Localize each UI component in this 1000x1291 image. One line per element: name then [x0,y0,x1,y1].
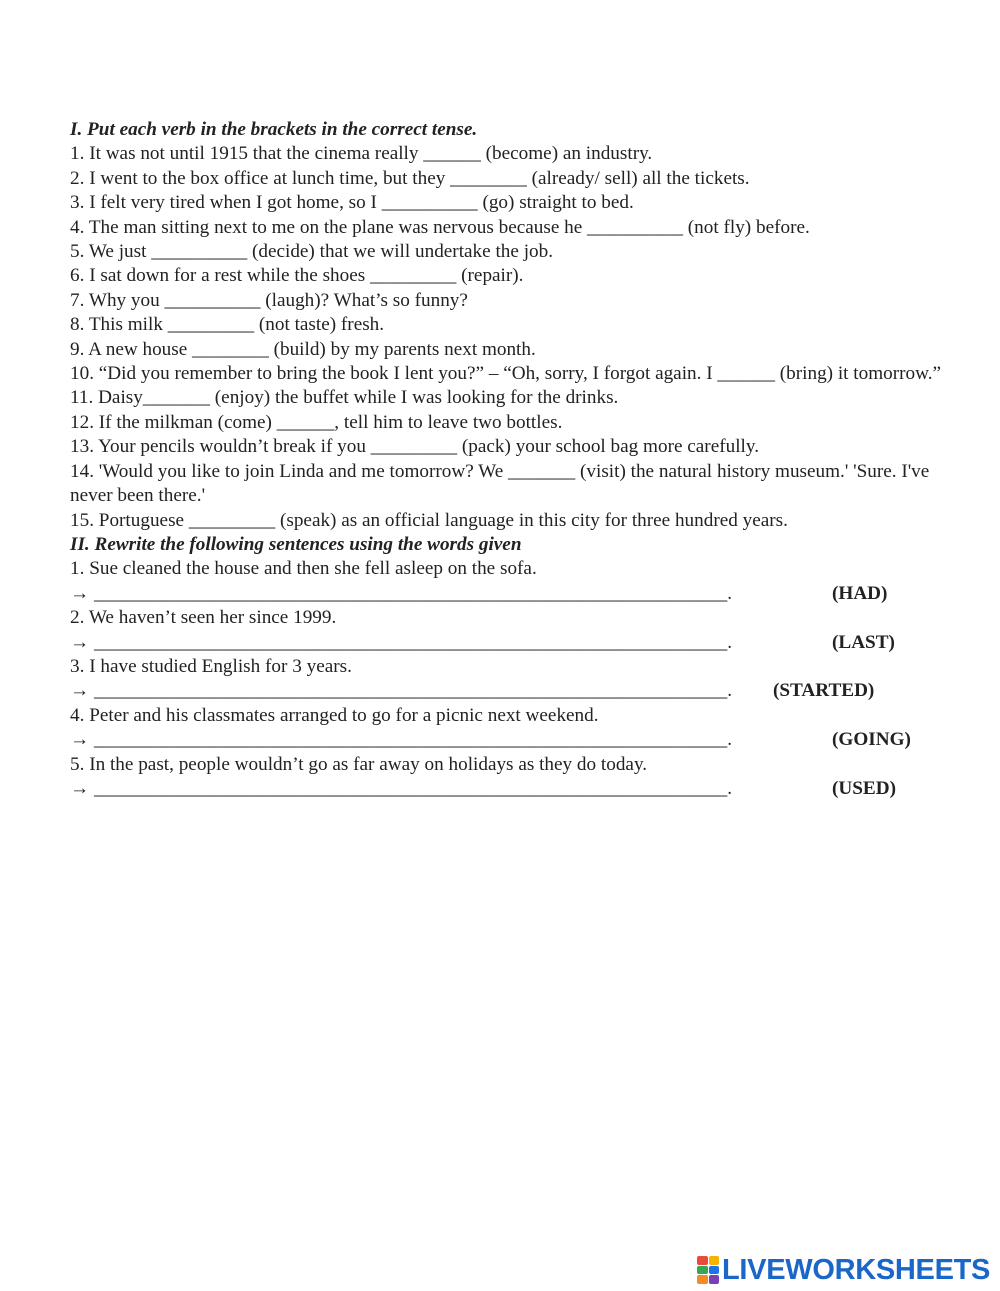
question-7: 7. Why you __________ (laugh)? What’s so funny? [70,289,468,311]
rewrite-answer-row-1 [70,582,950,606]
worksheet [70,118,950,801]
logo-tile [709,1275,720,1284]
rewrite-answer-row-3 [70,679,950,703]
keyword-had: (HAD) [832,582,888,604]
answer-blank[interactable]: __________________________________________________________________. [94,729,732,751]
answer-blank[interactable]: __________________________________________________________________. [94,582,732,604]
arrow-icon: → [70,729,90,751]
question-12: 12. If the milkman (come) ______, tell him to leave two bottles. [70,411,563,433]
arrow-icon: → [70,631,90,653]
question-14: 14. 'Would you like to join Linda and me tomorrow? We _______ (visit) the natural history museum.' 'Sure. I've never been there.' [70,460,930,507]
question-5: 5. We just __________ (decide) that we will undertake the job. [70,241,554,263]
section-2-title: II. Rewrite the following sentences using the words given [70,533,522,555]
keyword-last: (LAST) [832,631,895,653]
question-13: 13. Your pencils wouldn’t break if you _________ (pack) your school bag more carefully. [70,436,760,458]
logo-tile [697,1275,708,1284]
arrow-icon: → [70,680,90,702]
rewrite-sentence-1: 1. Sue cleaned the house and then she fell asleep on the sofa. [70,558,537,580]
rewrite-answer-row-2 [70,631,950,655]
question-8: 8. This milk _________ (not taste) fresh. [70,314,385,336]
section-1-title: I. Put each verb in the brackets in the correct tense. [70,119,478,140]
question-1: 1. It was not until 1915 that the cinema really ______ (become) an industry. [70,143,653,165]
arrow-icon: → [70,777,90,799]
logo-tile [709,1266,720,1275]
keyword-used: (USED) [832,777,896,799]
question-15: 15. Portuguese _________ (speak) as an official language in this city for three hundred years. [70,509,788,531]
question-11: 11. Daisy_______ (enjoy) the buffet while I was looking for the drinks. [70,387,619,409]
logo-icon [697,1256,719,1284]
rewrite-answer-row-5 [70,777,950,801]
rewrite-answer-row-4 [70,728,950,752]
answer-blank[interactable]: __________________________________________________________________. [94,631,732,653]
logo-tile [709,1256,720,1265]
question-3: 3. I felt very tired when I got home, so I __________ (go) straight to bed. [70,192,634,214]
rewrite-sentence-3: 3. I have studied English for 3 years. [70,655,352,677]
answer-blank[interactable]: __________________________________________________________________. [94,777,732,799]
answer-blank[interactable]: __________________________________________________________________. [94,680,732,702]
keyword-started: (STARTED) [773,680,875,702]
keyword-going: (GOING) [832,729,911,751]
rewrite-sentence-5: 5. In the past, people wouldn’t go as far away on holidays as they do today. [70,753,648,775]
rewrite-sentence-2: 2. We haven’t seen her since 1999. [70,607,337,629]
logo-tile [697,1266,708,1275]
logo-tile [697,1256,708,1265]
liveworksheets-logo [697,1254,990,1286]
question-10: 10. “Did you remember to bring the book I lent you?” – “Oh, sorry, I forgot again. I ______ (bring) it tomorrow.” [70,363,942,385]
rewrite-sentence-4: 4. Peter and his classmates arranged to go for a picnic next weekend. [70,704,599,726]
question-6: 6. I sat down for a rest while the shoes _________ (repair). [70,265,524,287]
question-2: 2. I went to the box office at lunch time, but they ________ (already/ sell) all the tickets. [70,167,750,189]
arrow-icon: → [70,582,90,604]
question-4: 4. The man sitting next to me on the plane was nervous because he __________ (not fly) before. [70,216,810,238]
question-9: 9. A new house ________ (build) by my parents next month. [70,338,536,360]
logo-text: LIVEWORKSHEETS [722,1253,991,1286]
